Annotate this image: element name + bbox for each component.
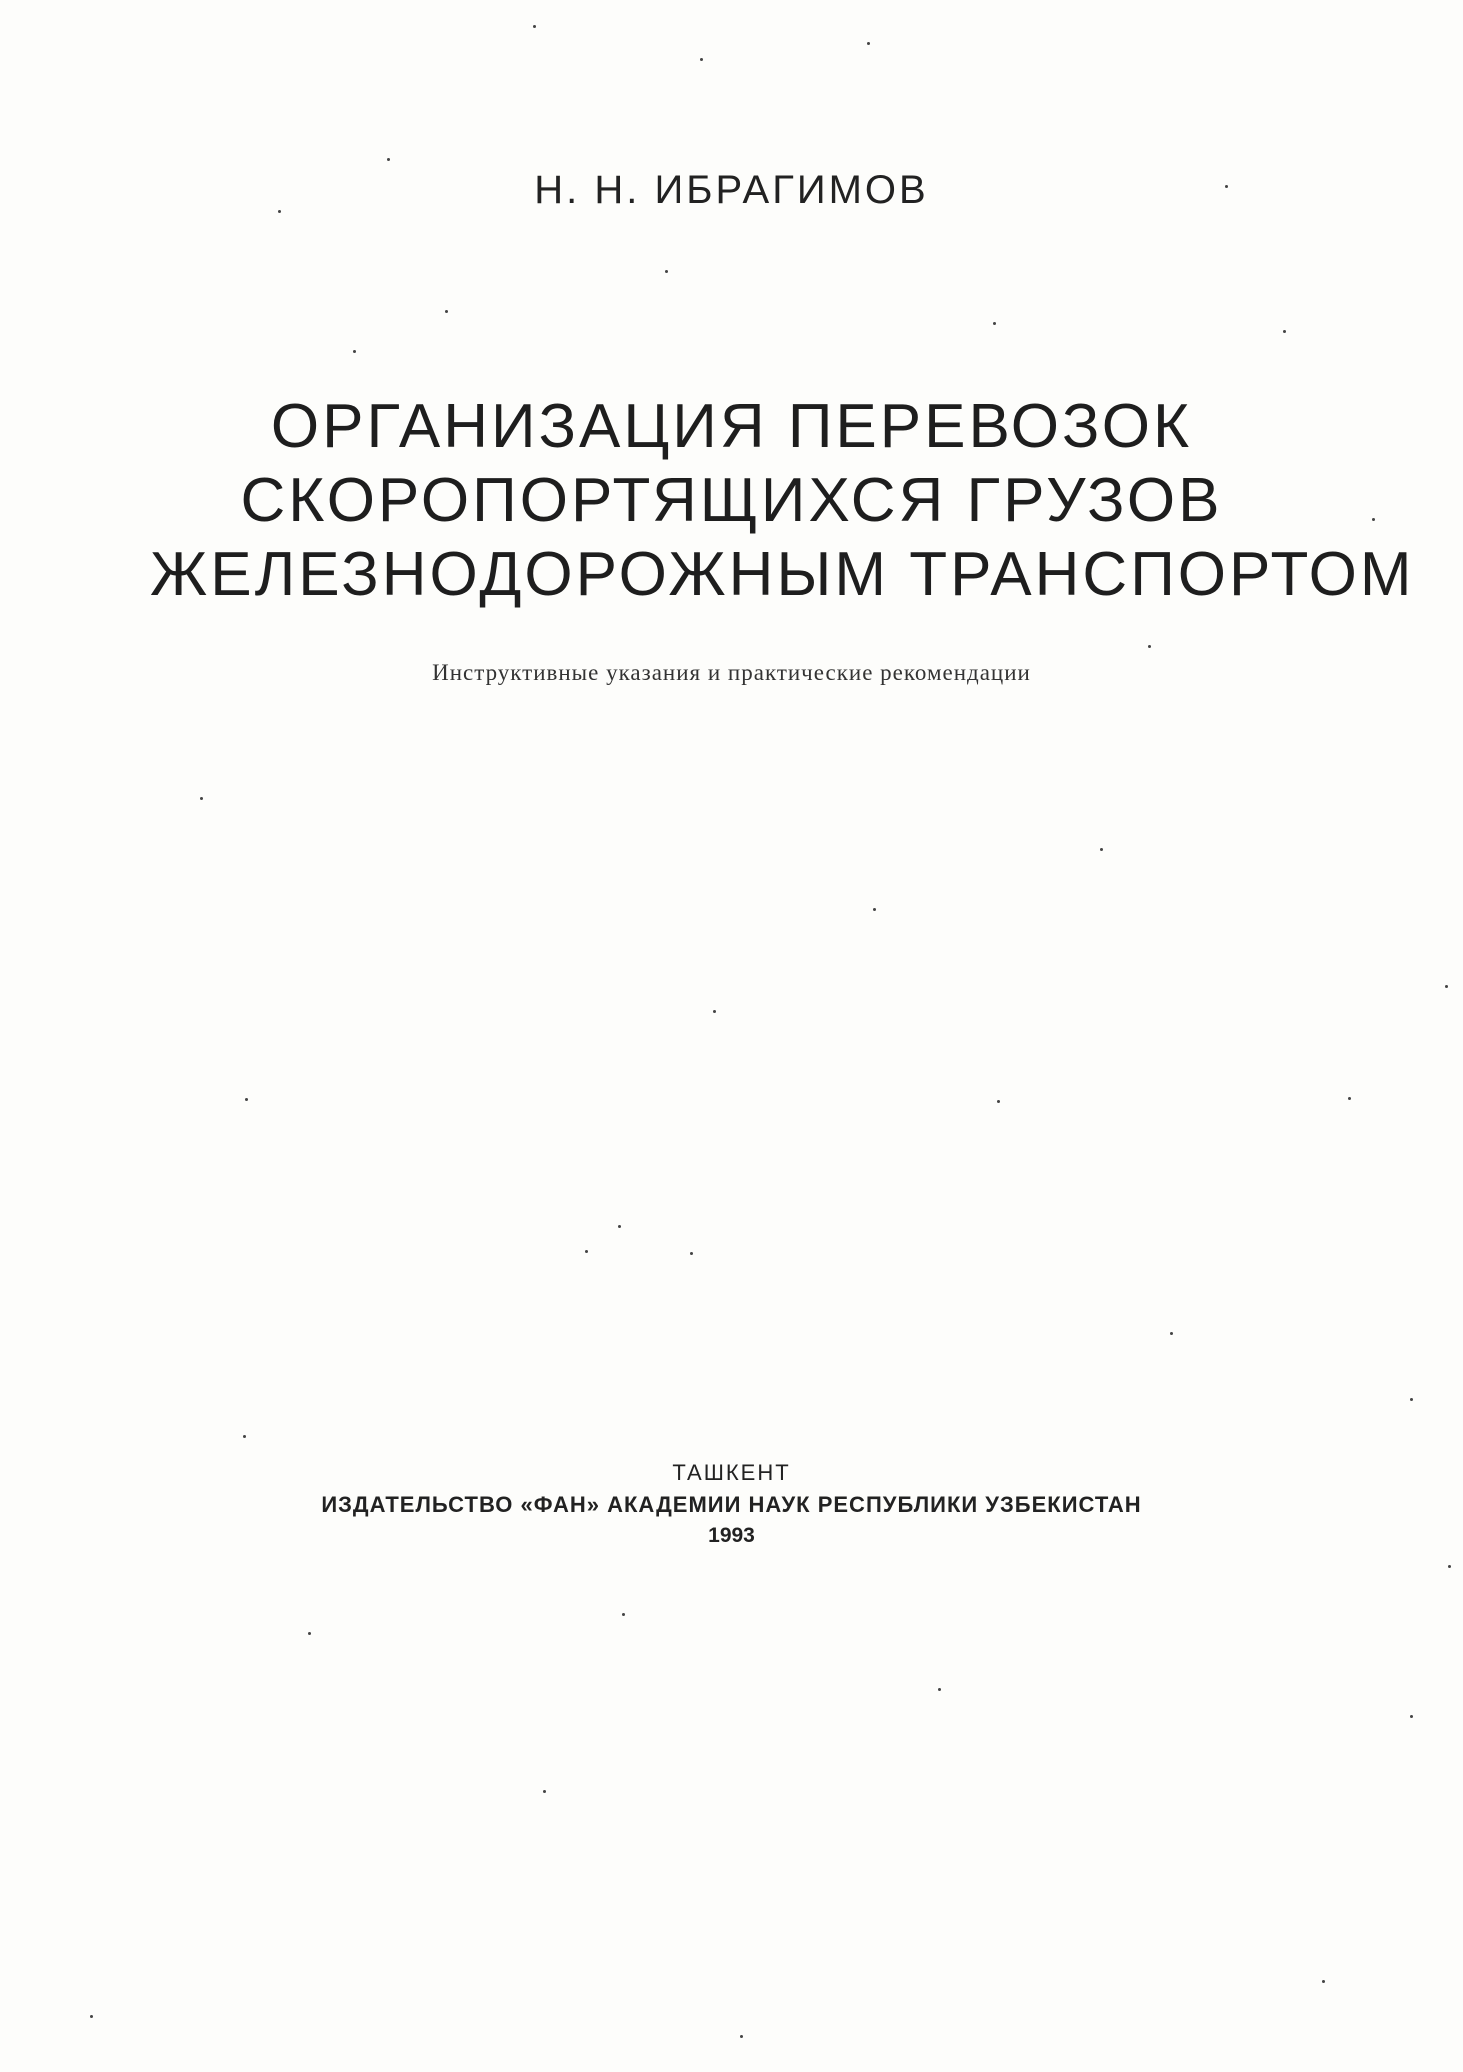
imprint — [150, 1460, 1313, 1548]
scan-speck — [1100, 848, 1103, 851]
scan-speck — [622, 1613, 625, 1616]
scan-speck — [867, 42, 870, 45]
book-subtitle: Инструктивные указания и практические рекомендации — [432, 660, 1031, 685]
scan-speck — [445, 310, 448, 313]
scan-speck — [200, 797, 203, 800]
scan-speck — [997, 1100, 1000, 1103]
scan-speck — [278, 210, 281, 213]
scan-speck — [700, 58, 703, 61]
scan-speck — [533, 25, 536, 28]
scan-speck — [90, 2015, 93, 2018]
scan-speck — [243, 1435, 246, 1438]
imprint-city: ТАШКЕНТ — [672, 1460, 791, 1485]
title-line-2: СКОРОПОРТЯЩИХСЯ ГРУЗОВ — [240, 466, 1223, 535]
scan-speck — [690, 1252, 693, 1255]
scan-speck — [740, 2035, 743, 2038]
scan-speck — [245, 1098, 248, 1101]
scan-speck — [1148, 645, 1151, 648]
title-line-3: ЖЕЛЕЗНОДОРОЖНЫМ ТРАНСПОРТОМ — [150, 540, 1415, 609]
scan-speck — [618, 1225, 621, 1228]
scan-speck — [387, 158, 390, 161]
imprint-publisher: ИЗДАТЕЛЬСТВО «ФАН» АКАДЕМИИ НАУК РЕСПУБЛИКИ УЗБЕКИСТАН — [321, 1492, 1142, 1517]
scan-speck — [938, 1688, 941, 1691]
scan-speck — [1170, 1332, 1173, 1335]
scan-speck — [993, 322, 996, 325]
scan-speck — [1445, 985, 1448, 988]
scan-speck — [1283, 330, 1286, 333]
author-name: Н. Н. ИБРАГИМОВ — [534, 168, 929, 212]
scan-speck — [873, 908, 876, 911]
scan-speck — [353, 350, 356, 353]
scan-speck — [585, 1250, 588, 1253]
book-title — [150, 390, 1415, 612]
scan-speck — [1225, 185, 1228, 188]
scan-speck — [1410, 1715, 1413, 1718]
scan-speck — [1448, 1565, 1451, 1568]
scan-speck — [1322, 1980, 1325, 1983]
scan-speck — [665, 270, 668, 273]
title-line-1: ОРГАНИЗАЦИЯ ПЕРЕВОЗОК — [270, 392, 1193, 461]
scan-speck — [308, 1632, 311, 1635]
scan-speck — [1348, 1097, 1351, 1100]
scan-speck — [1372, 518, 1375, 521]
scan-speck — [543, 1790, 546, 1793]
scan-speck — [1410, 1398, 1413, 1401]
imprint-year: 1993 — [708, 1524, 755, 1547]
scan-speck — [713, 1010, 716, 1013]
